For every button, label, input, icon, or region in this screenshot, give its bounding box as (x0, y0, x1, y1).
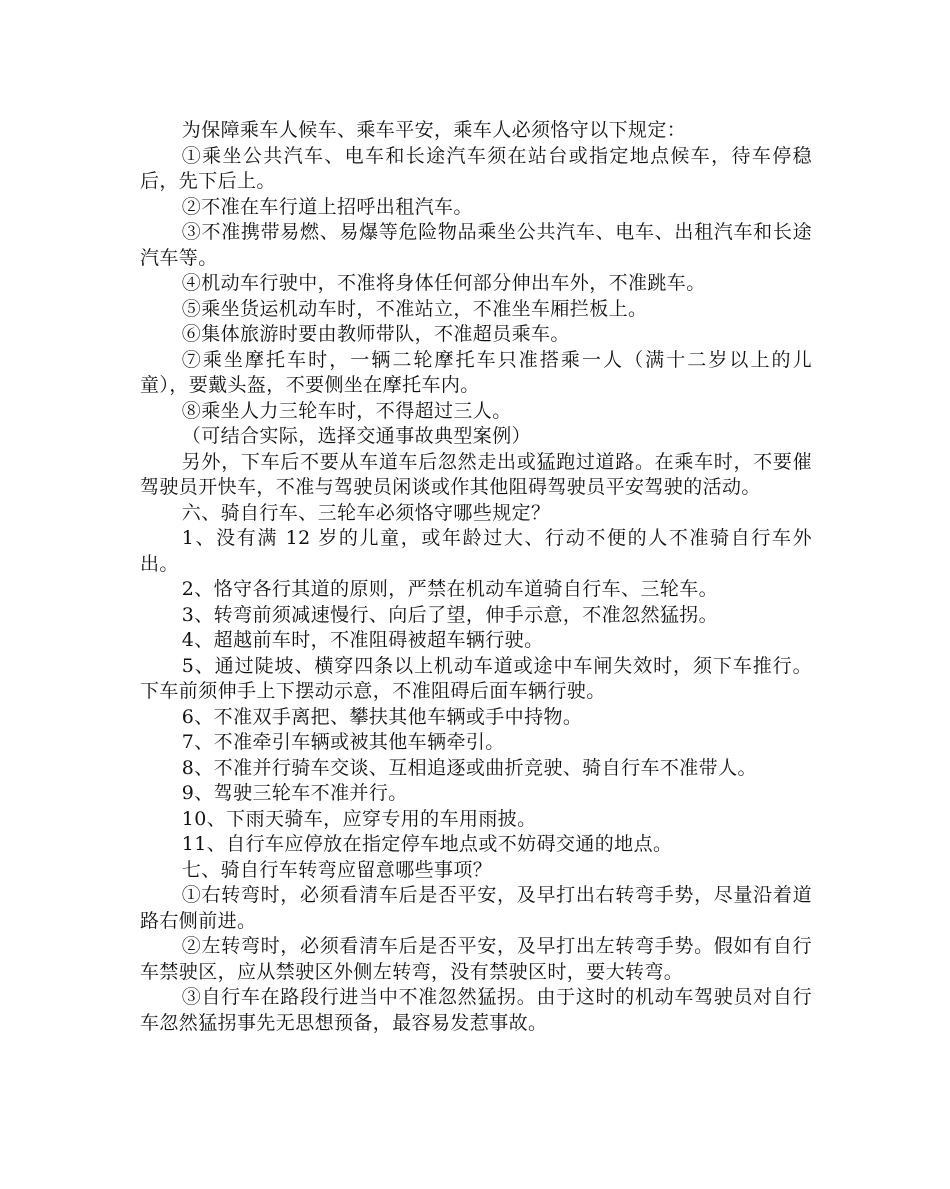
paragraph-bike-rule-3: 3、转弯前须减速慢行、向后了望，伸手示意，不准忽然猛拐。 (181, 603, 719, 626)
document-body (140, 118, 812, 1036)
paragraph-bike-rule-8: 8、不准并行骑车交谈、互相追逐或曲折竞驶、骑自行车不准带人。 (181, 756, 757, 779)
section-heading-six: 六、骑自行车、三轮车必须恪守哪些规定？ (181, 501, 551, 524)
paragraph-turn-rule-3: ③自行车在路段行进当中不准忽然猛拐。由于这时的机动车驾驶员对自行车忽然猛拐事先无思想预备，最容易发惹事故。 (140, 986, 812, 1034)
paragraph-rule-4: ④机动车行驶中，不准将身体任何部分伸出车外，不准跳车。 (181, 272, 706, 294)
paragraph-turn-rule-1: ①右转弯时，必须看清车后是否平安，及早打出右转弯手势，尽量沿着道路右侧前进。 (140, 884, 812, 932)
section-heading-seven: 七、骑自行车转弯应留意哪些事项？ (181, 858, 493, 881)
paragraph-bike-rule-2: 2、恪守各行其道的原则，严禁在机动车道骑自行车、三轮车。 (181, 578, 719, 600)
paragraph-rule-2: ②不准在车行道上招呼出租汽车。 (181, 195, 473, 218)
paragraph-intro: 为保障乘车人候车、乘车平安，乘车人必须恪守以下规定： (181, 119, 687, 141)
paragraph-bike-rule-9: 9、驾驶三轮车不准并行。 (181, 782, 408, 804)
paragraph-bike-rule-5: 5、通过陡坡、横穿四条以上机动车道或途中车闸失效时，须下车推行。下车前须伸手上下摆动示意，不准阻碍后面车辆行驶。 (140, 654, 812, 702)
paragraph-bike-rule-6: 6、不准双手离把、攀扶其他车辆或手中持物。 (181, 705, 583, 728)
paragraph-rule-7: ⑦乘坐摩托车时，一辆二轮摩托车只准搭乘一人（满十二岁以上的儿童），要戴头盔，不要侧坐在摩托车内。 (140, 348, 812, 396)
paragraph-rule-1: ①乘坐公共汽车、电车和长途汽车须在站台或指定地点候车，待车停稳后，先下后上。 (140, 144, 812, 192)
paragraph-bike-rule-1: 1、没有满 12 岁的儿童，或年龄过大、行动不便的人不准骑自行车外出。 (140, 527, 812, 575)
paragraph-additional: 另外，下车后不要从车道车后忽然走出或猛跑过道路。在乘车时，不要催驾驶员开快车，不准与驾驶员闲谈或作其他阻碍驾驶员平安驾驶的活动。 (140, 450, 812, 498)
paragraph-note: （可结合实际，选择交通事故典型案例） (181, 425, 531, 447)
paragraph-rule-6: ⑥集体旅游时要由教师带队，不准超员乘车。 (181, 323, 570, 345)
paragraph-bike-rule-11: 11、自行车应停放在指定停车地点或不妨碍交通的地点。 (181, 833, 673, 855)
paragraph-rule-3: ③不准携带易燃、易爆等危险物品乘坐公共汽车、电车、出租汽车和长途汽车等。 (140, 221, 812, 269)
paragraph-turn-rule-2: ②左转弯时，必须看清车后是否平安，及早打出左转弯手势。假如有自行车禁驶区，应从禁驶区外侧左转弯，没有禁驶区时，要大转弯。 (140, 935, 812, 983)
paragraph-bike-rule-4: 4、超越前车时，不准阻碍被超车辆行驶。 (181, 629, 544, 651)
paragraph-rule-5: ⑤乘坐货运机动车时，不准站立，不准坐车厢拦板上。 (181, 297, 648, 320)
paragraph-rule-8: ⑧乘坐人力三轮车时，不得超过三人。 (181, 399, 512, 422)
paragraph-bike-rule-10: 10、下雨天骑车，应穿专用的车用雨披。 (181, 807, 537, 830)
paragraph-bike-rule-7: 7、不准牵引车辆或被其他车辆牵引。 (181, 731, 505, 753)
